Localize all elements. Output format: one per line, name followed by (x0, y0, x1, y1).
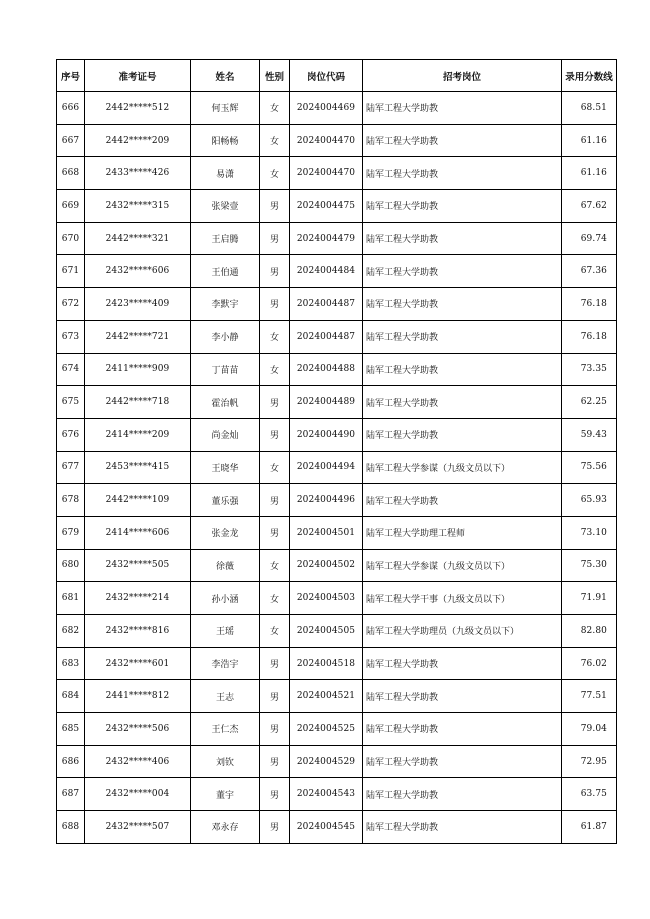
cell-seq: 687 (57, 778, 85, 811)
cell-gender: 女 (260, 124, 290, 157)
cell-seq: 668 (57, 157, 85, 190)
table-row (57, 713, 617, 746)
cell-seq: 666 (57, 92, 85, 125)
cell-exam-id: 2432*****214 (85, 582, 191, 615)
cell-gender: 男 (260, 288, 290, 321)
table-row (57, 386, 617, 419)
cell-score: 62.25 (562, 386, 617, 419)
cell-exam-id: 2442*****321 (85, 222, 191, 255)
cell-name: 刘钦 (191, 745, 260, 778)
cell-exam-id: 2442*****109 (85, 484, 191, 517)
cell-post: 陆军工程大学助教 (363, 320, 562, 353)
cell-post-code: 2024004543 (290, 778, 363, 811)
cell-gender: 女 (260, 320, 290, 353)
table-row (57, 647, 617, 680)
table-row (57, 288, 617, 321)
cell-gender: 女 (260, 582, 290, 615)
table-row (57, 811, 617, 844)
header-post-code: 岗位代码 (290, 60, 363, 92)
cell-post: 陆军工程大学助教 (363, 353, 562, 386)
cell-post: 陆军工程大学助理工程师 (363, 516, 562, 549)
cell-name: 李默宇 (191, 288, 260, 321)
cell-post-code: 2024004484 (290, 255, 363, 288)
cell-post-code: 2024004494 (290, 451, 363, 484)
cell-post-code: 2024004521 (290, 680, 363, 713)
cell-exam-id: 2453*****415 (85, 451, 191, 484)
cell-name: 王伯通 (191, 255, 260, 288)
table-row (57, 255, 617, 288)
cell-score: 82.80 (562, 615, 617, 648)
cell-score: 69.74 (562, 222, 617, 255)
cell-seq: 688 (57, 811, 85, 844)
cell-gender: 女 (260, 451, 290, 484)
cell-name: 丁苗苗 (191, 353, 260, 386)
cell-exam-id: 2432*****601 (85, 647, 191, 680)
cell-score: 63.75 (562, 778, 617, 811)
cell-seq: 676 (57, 418, 85, 451)
cell-seq: 682 (57, 615, 85, 648)
cell-gender: 男 (260, 713, 290, 746)
cell-score: 75.56 (562, 451, 617, 484)
cell-post-code: 2024004505 (290, 615, 363, 648)
cell-post-code: 2024004488 (290, 353, 363, 386)
header-exam-id: 准考证号 (85, 60, 191, 92)
admission-score-table (56, 59, 617, 844)
header-post: 招考岗位 (363, 60, 562, 92)
cell-name: 李浩宇 (191, 647, 260, 680)
cell-gender: 男 (260, 484, 290, 517)
cell-seq: 683 (57, 647, 85, 680)
cell-exam-id: 2432*****507 (85, 811, 191, 844)
header-row (57, 60, 617, 92)
cell-post: 陆军工程大学参谋（九级文员以下） (363, 549, 562, 582)
cell-post: 陆军工程大学助教 (363, 680, 562, 713)
header-score: 录用分数线 (562, 60, 617, 92)
cell-post-code: 2024004487 (290, 288, 363, 321)
cell-post: 陆军工程大学助教 (363, 811, 562, 844)
cell-post-code: 2024004470 (290, 157, 363, 190)
cell-post-code: 2024004545 (290, 811, 363, 844)
cell-post-code: 2024004490 (290, 418, 363, 451)
header-seq: 序号 (57, 60, 85, 92)
cell-gender: 男 (260, 811, 290, 844)
cell-gender: 女 (260, 615, 290, 648)
cell-post: 陆军工程大学助理员（九级文员以下） (363, 615, 562, 648)
cell-post-code: 2024004470 (290, 124, 363, 157)
table-row (57, 353, 617, 386)
cell-seq: 681 (57, 582, 85, 615)
cell-score: 71.91 (562, 582, 617, 615)
cell-score: 68.51 (562, 92, 617, 125)
cell-post: 陆军工程大学助教 (363, 190, 562, 223)
cell-name: 王启腾 (191, 222, 260, 255)
cell-exam-id: 2432*****816 (85, 615, 191, 648)
cell-score: 76.18 (562, 320, 617, 353)
cell-name: 尚金灿 (191, 418, 260, 451)
cell-score: 67.62 (562, 190, 617, 223)
table-body (57, 92, 617, 844)
cell-name: 邓永存 (191, 811, 260, 844)
cell-score: 79.04 (562, 713, 617, 746)
cell-post: 陆军工程大学助教 (363, 386, 562, 419)
cell-exam-id: 2432*****315 (85, 190, 191, 223)
table-row (57, 190, 617, 223)
cell-seq: 673 (57, 320, 85, 353)
cell-seq: 677 (57, 451, 85, 484)
header-name: 姓名 (191, 60, 260, 92)
cell-score: 61.16 (562, 124, 617, 157)
cell-score: 76.18 (562, 288, 617, 321)
cell-post: 陆军工程大学助教 (363, 255, 562, 288)
table-row (57, 222, 617, 255)
cell-gender: 女 (260, 157, 290, 190)
cell-gender: 男 (260, 516, 290, 549)
cell-gender: 男 (260, 418, 290, 451)
cell-exam-id: 2433*****426 (85, 157, 191, 190)
cell-exam-id: 2414*****606 (85, 516, 191, 549)
cell-post: 陆军工程大学助教 (363, 124, 562, 157)
cell-seq: 675 (57, 386, 85, 419)
cell-exam-id: 2423*****409 (85, 288, 191, 321)
cell-post: 陆军工程大学助教 (363, 778, 562, 811)
cell-gender: 男 (260, 222, 290, 255)
cell-seq: 686 (57, 745, 85, 778)
cell-gender: 男 (260, 745, 290, 778)
cell-post-code: 2024004529 (290, 745, 363, 778)
cell-post: 陆军工程大学助教 (363, 713, 562, 746)
cell-post: 陆军工程大学助教 (363, 92, 562, 125)
table-row (57, 516, 617, 549)
cell-post-code: 2024004469 (290, 92, 363, 125)
cell-name: 易潇 (191, 157, 260, 190)
cell-name: 张梁壹 (191, 190, 260, 223)
table-row (57, 157, 617, 190)
cell-score: 67.36 (562, 255, 617, 288)
cell-seq: 679 (57, 516, 85, 549)
cell-score: 77.51 (562, 680, 617, 713)
cell-post-code: 2024004475 (290, 190, 363, 223)
cell-exam-id: 2432*****004 (85, 778, 191, 811)
cell-exam-id: 2411*****909 (85, 353, 191, 386)
cell-post: 陆军工程大学助教 (363, 418, 562, 451)
cell-post: 陆军工程大学助教 (363, 222, 562, 255)
cell-seq: 672 (57, 288, 85, 321)
cell-post-code: 2024004489 (290, 386, 363, 419)
cell-exam-id: 2441*****812 (85, 680, 191, 713)
cell-post-code: 2024004487 (290, 320, 363, 353)
cell-seq: 674 (57, 353, 85, 386)
cell-score: 59.43 (562, 418, 617, 451)
cell-name: 徐薇 (191, 549, 260, 582)
cell-exam-id: 2432*****506 (85, 713, 191, 746)
cell-score: 73.35 (562, 353, 617, 386)
cell-score: 76.02 (562, 647, 617, 680)
cell-post: 陆军工程大学助教 (363, 288, 562, 321)
cell-seq: 667 (57, 124, 85, 157)
table-row (57, 124, 617, 157)
cell-exam-id: 2432*****505 (85, 549, 191, 582)
cell-name: 王瑶 (191, 615, 260, 648)
header-gender: 性别 (260, 60, 290, 92)
cell-post: 陆军工程大学参谋（九级文员以下） (363, 451, 562, 484)
cell-name: 霍治帆 (191, 386, 260, 419)
cell-score: 61.87 (562, 811, 617, 844)
cell-post-code: 2024004479 (290, 222, 363, 255)
cell-score: 65.93 (562, 484, 617, 517)
cell-name: 王晓华 (191, 451, 260, 484)
cell-gender: 女 (260, 549, 290, 582)
cell-name: 李小静 (191, 320, 260, 353)
cell-seq: 678 (57, 484, 85, 517)
cell-name: 何玉辉 (191, 92, 260, 125)
cell-gender: 女 (260, 353, 290, 386)
cell-seq: 671 (57, 255, 85, 288)
cell-post: 陆军工程大学助教 (363, 647, 562, 680)
cell-gender: 男 (260, 386, 290, 419)
cell-seq: 685 (57, 713, 85, 746)
cell-exam-id: 2442*****721 (85, 320, 191, 353)
cell-name: 张金龙 (191, 516, 260, 549)
cell-score: 61.16 (562, 157, 617, 190)
cell-score: 75.30 (562, 549, 617, 582)
cell-seq: 670 (57, 222, 85, 255)
cell-exam-id: 2414*****209 (85, 418, 191, 451)
cell-name: 董宇 (191, 778, 260, 811)
table-row (57, 615, 617, 648)
table-row (57, 320, 617, 353)
cell-gender: 男 (260, 190, 290, 223)
cell-gender: 男 (260, 647, 290, 680)
cell-exam-id: 2442*****512 (85, 92, 191, 125)
cell-name: 阳畅畅 (191, 124, 260, 157)
table-row (57, 451, 617, 484)
table-row (57, 418, 617, 451)
cell-gender: 男 (260, 680, 290, 713)
cell-gender: 男 (260, 778, 290, 811)
cell-post-code: 2024004503 (290, 582, 363, 615)
cell-score: 73.10 (562, 516, 617, 549)
cell-post-code: 2024004502 (290, 549, 363, 582)
cell-seq: 684 (57, 680, 85, 713)
cell-exam-id: 2442*****718 (85, 386, 191, 419)
table-row (57, 582, 617, 615)
table-row (57, 680, 617, 713)
cell-post: 陆军工程大学干事（九级文员以下） (363, 582, 562, 615)
cell-post: 陆军工程大学助教 (363, 484, 562, 517)
table-row (57, 778, 617, 811)
cell-post-code: 2024004518 (290, 647, 363, 680)
cell-name: 孙小涵 (191, 582, 260, 615)
cell-exam-id: 2432*****606 (85, 255, 191, 288)
cell-post: 陆军工程大学助教 (363, 745, 562, 778)
cell-seq: 669 (57, 190, 85, 223)
cell-post-code: 2024004525 (290, 713, 363, 746)
cell-exam-id: 2442*****209 (85, 124, 191, 157)
cell-seq: 680 (57, 549, 85, 582)
table-row (57, 92, 617, 125)
cell-post: 陆军工程大学助教 (363, 157, 562, 190)
table-row (57, 484, 617, 517)
cell-exam-id: 2432*****406 (85, 745, 191, 778)
cell-name: 王志 (191, 680, 260, 713)
cell-name: 王仁杰 (191, 713, 260, 746)
cell-score: 72.95 (562, 745, 617, 778)
cell-gender: 女 (260, 92, 290, 125)
cell-post-code: 2024004496 (290, 484, 363, 517)
cell-gender: 男 (260, 255, 290, 288)
cell-post-code: 2024004501 (290, 516, 363, 549)
cell-name: 董乐强 (191, 484, 260, 517)
table-row (57, 745, 617, 778)
table-row (57, 549, 617, 582)
table-header (57, 60, 617, 92)
